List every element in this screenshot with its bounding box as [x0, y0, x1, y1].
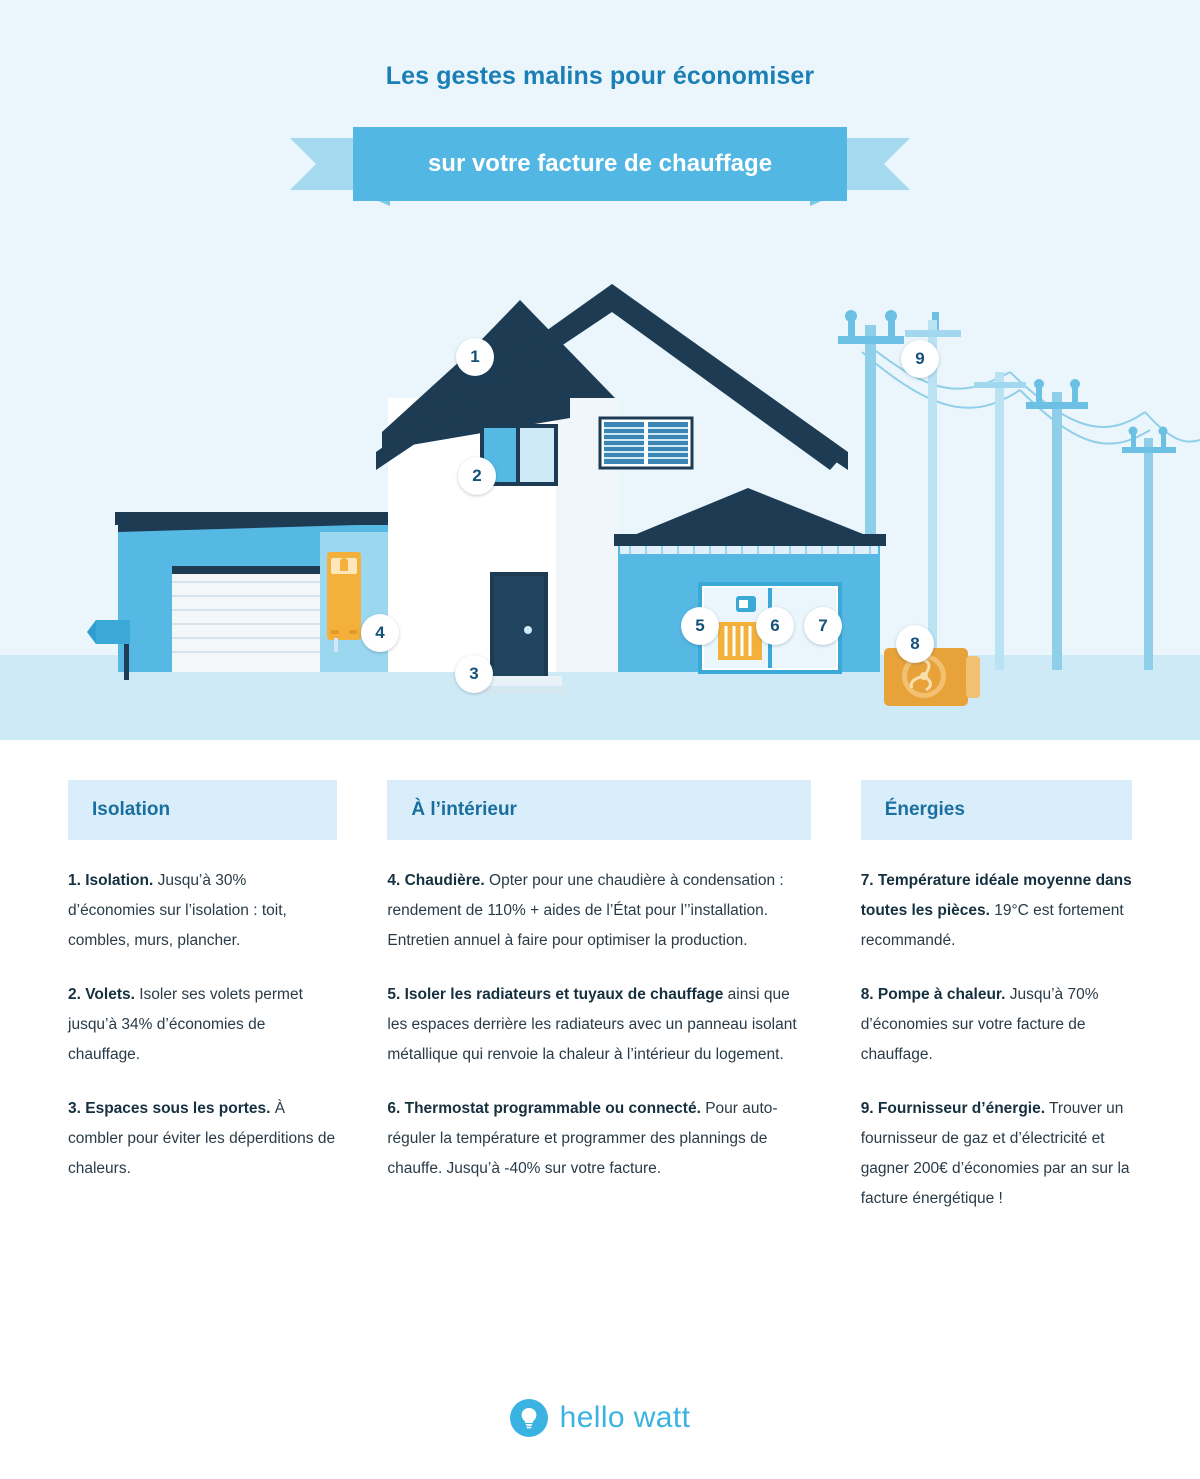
lightbulb-icon	[510, 1399, 548, 1437]
living-room-wing-group	[614, 488, 886, 672]
column-energies	[861, 780, 1132, 1238]
entry-6	[387, 1094, 810, 1184]
entry-8-lead: 8. Pompe à chaleur.	[860, 986, 1006, 1003]
brand-name: hello watt	[559, 1401, 691, 1434]
entry-7-text: 19°C est fortement recommandé.	[860, 902, 1124, 949]
column-isolation	[68, 780, 337, 1238]
entry-3	[68, 1094, 337, 1184]
entry-7-lead: 7. Température idéale moyenne dans toutes les pièces.	[860, 872, 1132, 919]
entry-6-lead: 6. Thermostat programmable ou connecté.	[387, 1100, 701, 1117]
entry-1	[68, 866, 337, 956]
entry-7	[861, 866, 1132, 956]
column-heading-interieur: À l’intérieur	[387, 780, 810, 840]
entry-4-text: Opter pour une chaudière à condensation : rendement de 110% + aides de l’État pour l’’installation. Entretien annuel à faire pour optimiser la production.	[387, 872, 784, 949]
marker-7[interactable]: 7	[804, 607, 842, 645]
column-heading-isolation: Isolation	[68, 780, 337, 840]
entry-8-text: Jusqu’à 70% d’économies sur votre facture de chauffage.	[860, 986, 1099, 1063]
marker-1[interactable]: 1	[456, 338, 494, 376]
entry-6-text: Pour auto-réguler la température et programmer des plannings de chauffe. Jusqu’à -40% sur votre facture.	[387, 1100, 778, 1177]
column-heading-energies: Énergies	[861, 780, 1132, 840]
marker-8[interactable]: 8	[896, 625, 934, 663]
entry-2-text: Isoler ses volets permet jusqu’à 34% d’économies de chauffage.	[68, 986, 303, 1063]
entry-9-text: Trouver un fournisseur de gaz et d’électricité et gagner 200€ d’économies par an sur la facture énergétique !	[860, 1100, 1130, 1207]
entry-9	[861, 1094, 1132, 1214]
entry-3-lead: 3. Espaces sous les portes.	[68, 1100, 271, 1117]
marker-2[interactable]: 2	[458, 457, 496, 495]
marker-6[interactable]: 6	[756, 607, 794, 645]
footer-logo	[0, 1399, 1200, 1437]
entry-4-lead: 4. Chaudière.	[387, 872, 485, 889]
entry-1-lead: 1. Isolation.	[68, 872, 154, 889]
heat-pump-group	[884, 648, 980, 706]
power-lines-group	[838, 310, 1200, 670]
entry-9-lead: 9. Fournisseur d’énergie.	[860, 1100, 1046, 1117]
ribbon-label: sur votre facture de chauffage	[427, 150, 773, 177]
entry-1-text: Jusqu’à 30% d’économies sur l’isolation : toit, combles, murs, plancher.	[68, 872, 287, 949]
entry-3-text: À combler pour éviter les déperditions de chaleurs.	[68, 1100, 336, 1177]
entry-5	[387, 980, 810, 1070]
entry-2-lead: 2. Volets.	[68, 986, 135, 1003]
entry-5-lead: 5. Isoler les radiateurs et tuyaux de chauffage	[387, 986, 724, 1003]
page-title: Les gestes malins pour économiser	[385, 62, 815, 90]
column-interieur	[387, 780, 810, 1238]
content-columns	[0, 780, 1200, 1238]
boiler-group	[327, 552, 361, 652]
marker-9[interactable]: 9	[901, 340, 939, 378]
entry-2	[68, 980, 337, 1070]
marker-4[interactable]: 4	[361, 614, 399, 652]
entry-8	[861, 980, 1132, 1070]
marker-5[interactable]: 5	[681, 607, 719, 645]
entry-4	[387, 866, 810, 956]
entry-5-text: ainsi que les espaces derrière les radiateurs avec un panneau isolant métallique qui renvoie la chaleur à l’intérieur du logement.	[387, 986, 797, 1063]
marker-3[interactable]: 3	[455, 655, 493, 693]
